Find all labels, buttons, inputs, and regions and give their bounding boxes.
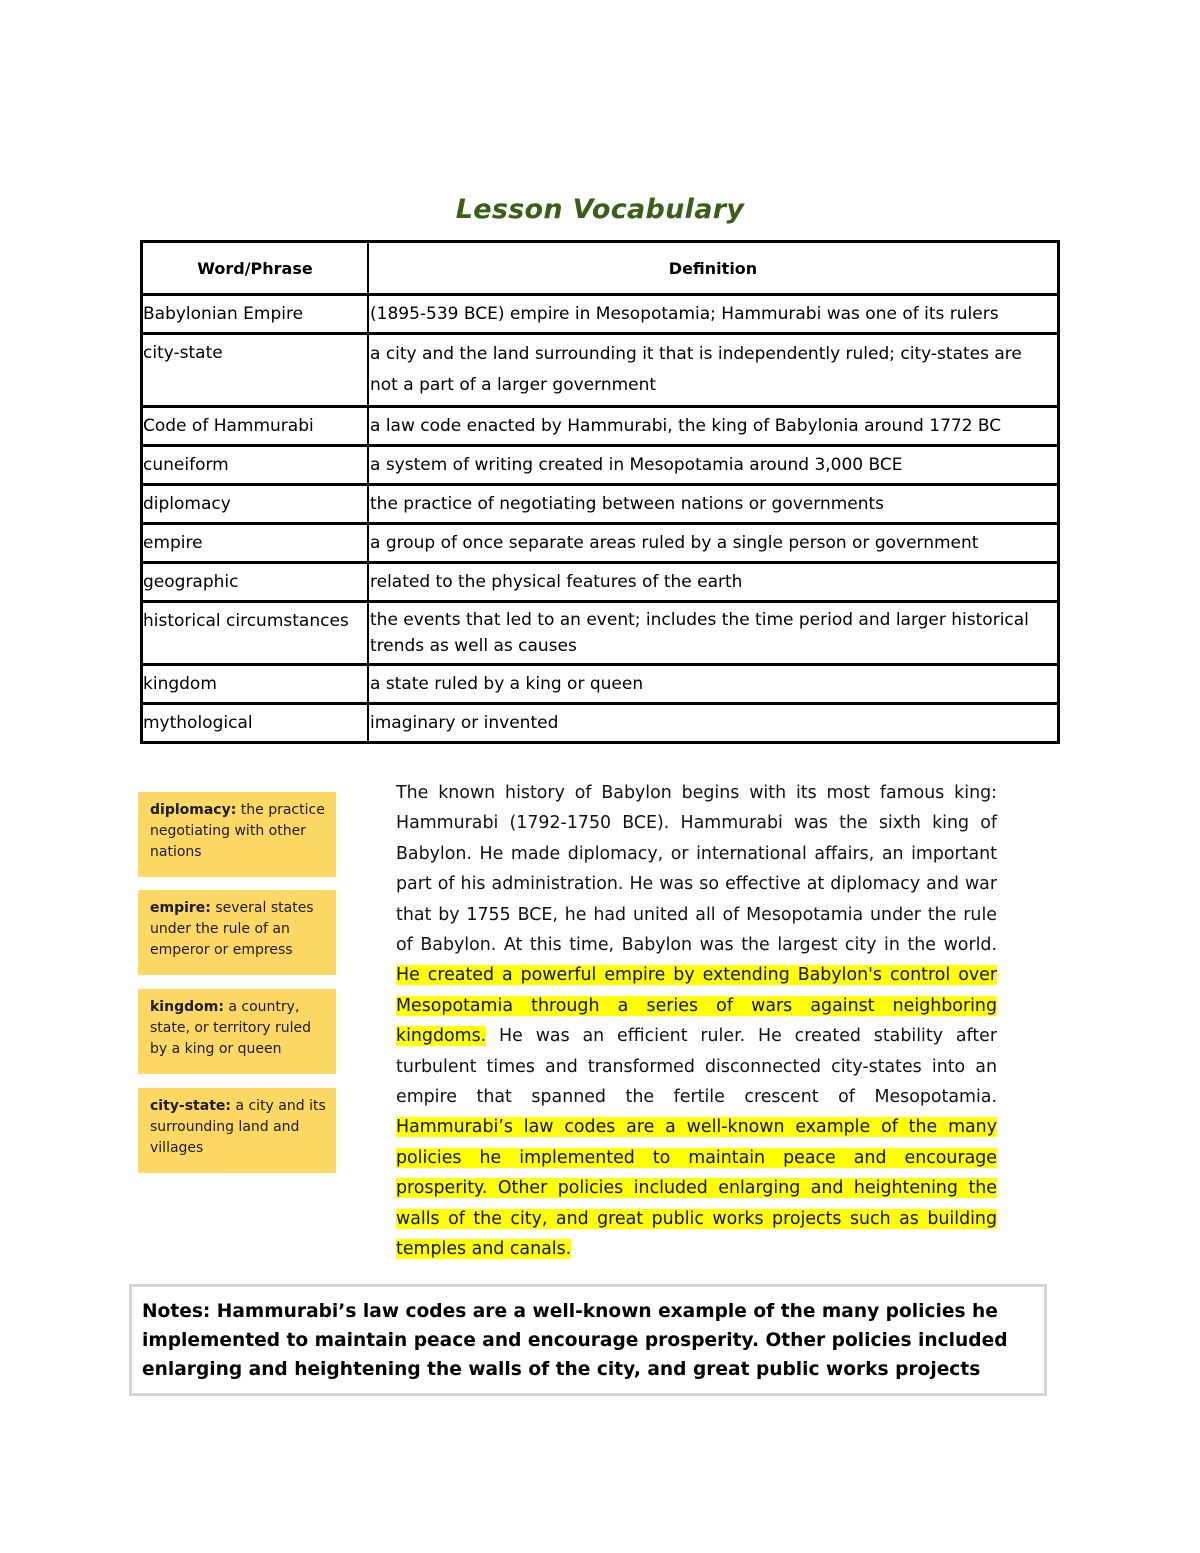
sidebar-note-definition: a country, state, or territory ruled by a king or queen [150, 999, 311, 1057]
page-title: Lesson Vocabulary [455, 194, 745, 225]
passage-highlight: He created a powerful empire by extending Babylon's control over Mesopotamia through a series of wars against neighboring kingdoms. [396, 965, 997, 1047]
sidebar-note-term: diplomacy: [150, 802, 237, 818]
table-row [142, 407, 1059, 446]
sidebar-note-kingdom [138, 989, 336, 1074]
definition-cell: related to the physical features of the earth [368, 563, 1059, 602]
term-cell: Babylonian Empire [142, 295, 369, 334]
table-row [142, 704, 1059, 743]
table-row [142, 665, 1059, 704]
sidebar-note-diplomacy [138, 792, 336, 877]
sidebar-note-definition: a city and its surrounding land and villages [150, 1098, 326, 1156]
table-header-row [142, 242, 1059, 295]
term-cell: Code of Hammurabi [142, 407, 369, 446]
sidebar-note-definition: the practice negotiating with other nations [150, 802, 325, 860]
term-cell: diplomacy [142, 485, 369, 524]
table-row [142, 563, 1059, 602]
table-row [142, 334, 1059, 407]
sidebar-note-term: empire: [150, 900, 211, 916]
vocabulary-table [140, 240, 1060, 744]
passage-text: The known history of Babylon begins with its most famous king: Hammurabi (1792-1750 BCE). Hammurabi was the sixth king of Babylon. He made diplomacy, or international affairs, an important part of his administration. He was so effective at diplomacy and war that by 1755 BCE, he had united all of Mesopotamia under the rule of Babylon. At this time, Babylon was the largest city in the world. [396, 783, 997, 956]
definition-cell: a system of writing created in Mesopotamia around 3,000 BCE [368, 446, 1059, 485]
definition-cell: a law code enacted by Hammurabi, the king of Babylonia around 1772 BC [368, 407, 1059, 446]
definition-cell: a state ruled by a king or queen [368, 665, 1059, 704]
passage-text: He was an efficient ruler. He created stability after turbulent times and transformed disconnected city-states into an empire that spanned the fertile crescent of Mesopotamia. [396, 1026, 997, 1108]
notes-box[interactable]: Notes: Hammurabi’s law codes are a well-known example of the many policies he implemented to maintain peace and encourage prosperity. Other policies included enlarging and heightening the walls of the city, and great public works projects [129, 1284, 1047, 1396]
sidebar-note-term: city-state: [150, 1098, 231, 1114]
table-row [142, 485, 1059, 524]
sidebar-note-city-state [138, 1088, 336, 1173]
sidebar-note-definition: several states under the rule of an emperor or empress [150, 900, 314, 958]
term-cell: historical circumstances [142, 602, 369, 665]
header-definition: Definition [368, 242, 1059, 295]
definition-cell: a group of once separate areas ruled by a single person or government [368, 524, 1059, 563]
term-cell: kingdom [142, 665, 369, 704]
table-row [142, 602, 1059, 665]
term-cell: cuneiform [142, 446, 369, 485]
definition-cell: the events that led to an event; includes the time period and larger historical trends as well as causes [368, 602, 1059, 665]
reading-passage [396, 778, 997, 1265]
term-cell: empire [142, 524, 369, 563]
table-row [142, 524, 1059, 563]
table-row [142, 446, 1059, 485]
term-cell: geographic [142, 563, 369, 602]
definition-cell: the practice of negotiating between nations or governments [368, 485, 1059, 524]
definition-cell: imaginary or invented [368, 704, 1059, 743]
term-cell: mythological [142, 704, 369, 743]
table-row [142, 295, 1059, 334]
header-word-phrase: Word/Phrase [142, 242, 369, 295]
definition-cell: a city and the land surrounding it that is independently ruled; city-states are not a part of a larger government [368, 334, 1059, 407]
passage-highlight: Hammurabi’s law codes are a well-known example of the many policies he implemented to maintain peace and encourage prosperity. Other policies included enlarging and heightening the walls of the city, and great public works projects such as building temples and canals. [396, 1117, 997, 1260]
definition-cell: (1895-539 BCE) empire in Mesopotamia; Hammurabi was one of its rulers [368, 295, 1059, 334]
term-cell: city-state [142, 334, 369, 407]
sidebar-note-term: kingdom: [150, 999, 224, 1015]
sidebar-note-empire [138, 890, 336, 975]
